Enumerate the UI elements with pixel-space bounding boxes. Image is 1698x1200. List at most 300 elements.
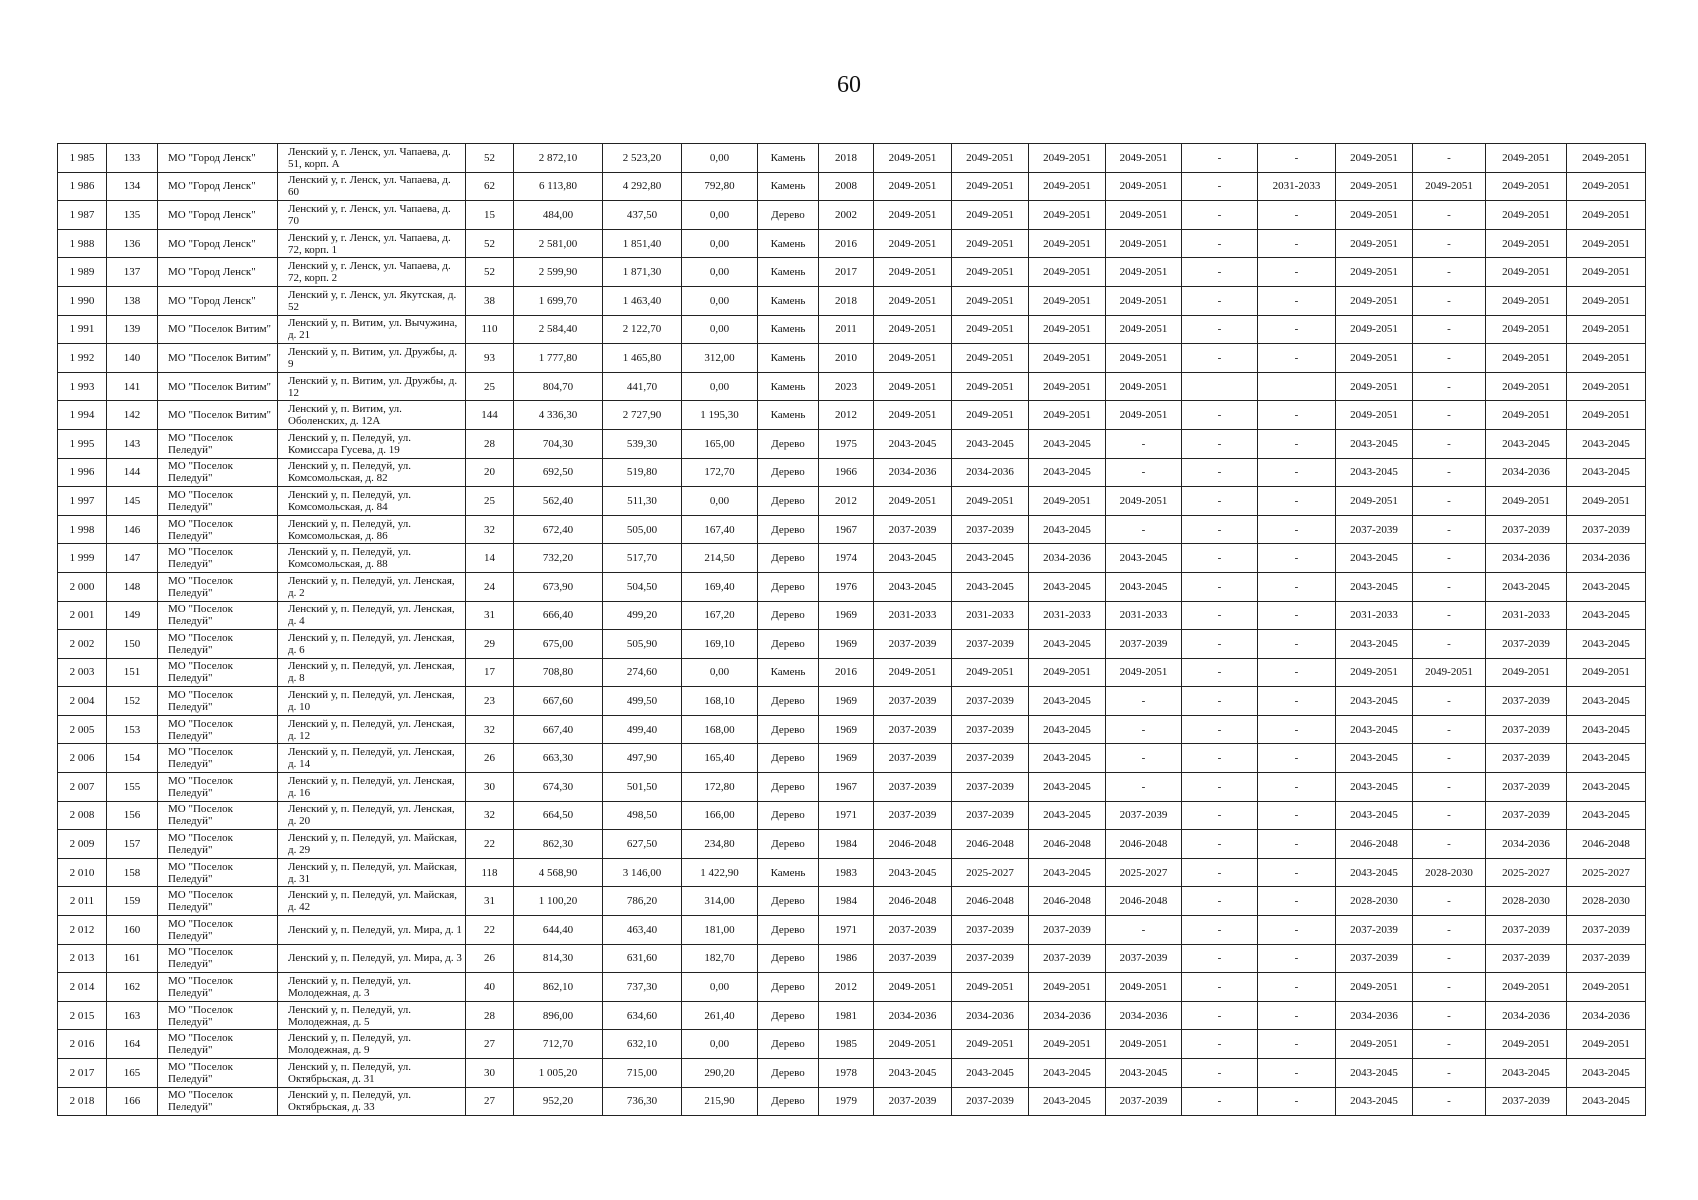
cell-item-number: 135 bbox=[107, 201, 158, 230]
cell-living-area: 504,50 bbox=[603, 572, 682, 601]
cell-period-1: 2034-2036 bbox=[874, 1001, 952, 1030]
cell-total-area: 663,30 bbox=[514, 744, 603, 773]
cell-period-5: - bbox=[1182, 744, 1258, 773]
cell-period-9: 2037-2039 bbox=[1486, 773, 1567, 802]
cell-period-8: - bbox=[1413, 1087, 1486, 1116]
cell-period-10: 2049-2051 bbox=[1567, 344, 1646, 373]
table-row bbox=[58, 344, 1646, 373]
cell-year-built: 2002 bbox=[819, 201, 874, 230]
cell-total-area: 862,30 bbox=[514, 830, 603, 859]
cell-wall-material: Камень bbox=[758, 344, 819, 373]
cell-period-9: 2037-2039 bbox=[1486, 630, 1567, 659]
cell-period-9: 2049-2051 bbox=[1486, 487, 1567, 516]
cell-living-area: 737,30 bbox=[603, 973, 682, 1002]
cell-period-9: 2037-2039 bbox=[1486, 916, 1567, 945]
cell-period-4: - bbox=[1106, 458, 1182, 487]
cell-item-number: 152 bbox=[107, 687, 158, 716]
cell-period-6: - bbox=[1258, 458, 1336, 487]
cell-period-10: 2037-2039 bbox=[1567, 916, 1646, 945]
cell-period-9: 2037-2039 bbox=[1486, 744, 1567, 773]
table-row bbox=[58, 487, 1646, 516]
cell-residents: 144 bbox=[466, 401, 514, 430]
cell-period-3: 2049-2051 bbox=[1029, 172, 1106, 201]
cell-nonresidential-area: 234,80 bbox=[682, 830, 758, 859]
cell-address: Ленский у, п. Пеледуй, ул. Ленская, д. 8 bbox=[278, 658, 466, 687]
cell-period-6: - bbox=[1258, 801, 1336, 830]
cell-year-built: 1979 bbox=[819, 1087, 874, 1116]
cell-nonresidential-area: 0,00 bbox=[682, 973, 758, 1002]
cell-period-2: 2037-2039 bbox=[952, 687, 1029, 716]
cell-period-9: 2037-2039 bbox=[1486, 715, 1567, 744]
cell-period-6: - bbox=[1258, 1059, 1336, 1088]
cell-period-9: 2037-2039 bbox=[1486, 1087, 1567, 1116]
cell-period-4: 2034-2036 bbox=[1106, 1001, 1182, 1030]
cell-period-4: 2049-2051 bbox=[1106, 372, 1182, 401]
cell-municipality: МО "Поселок Витим" bbox=[158, 344, 278, 373]
cell-wall-material: Дерево bbox=[758, 601, 819, 630]
cell-period-10: 2043-2045 bbox=[1567, 458, 1646, 487]
cell-period-10: 2049-2051 bbox=[1567, 172, 1646, 201]
cell-period-3: 2043-2045 bbox=[1029, 773, 1106, 802]
cell-period-9: 2037-2039 bbox=[1486, 801, 1567, 830]
cell-address: Ленский у, п. Витим, ул. Дружбы, д. 12 bbox=[278, 372, 466, 401]
cell-year-built: 1969 bbox=[819, 687, 874, 716]
cell-wall-material: Камень bbox=[758, 172, 819, 201]
cell-living-area: 274,60 bbox=[603, 658, 682, 687]
cell-row-number: 1 995 bbox=[58, 429, 107, 458]
cell-period-3: 2043-2045 bbox=[1029, 858, 1106, 887]
cell-period-1: 2037-2039 bbox=[874, 715, 952, 744]
cell-year-built: 1985 bbox=[819, 1030, 874, 1059]
cell-wall-material: Дерево bbox=[758, 544, 819, 573]
cell-period-7: 2031-2033 bbox=[1336, 601, 1413, 630]
cell-municipality: МО "Город Ленск" bbox=[158, 286, 278, 315]
cell-period-2: 2049-2051 bbox=[952, 144, 1029, 173]
cell-period-3: 2043-2045 bbox=[1029, 429, 1106, 458]
cell-period-2: 2049-2051 bbox=[952, 315, 1029, 344]
table-row bbox=[58, 830, 1646, 859]
cell-period-7: 2049-2051 bbox=[1336, 487, 1413, 516]
cell-period-9: 2049-2051 bbox=[1486, 372, 1567, 401]
cell-row-number: 2 009 bbox=[58, 830, 107, 859]
cell-item-number: 140 bbox=[107, 344, 158, 373]
cell-row-number: 2 016 bbox=[58, 1030, 107, 1059]
cell-living-area: 505,00 bbox=[603, 515, 682, 544]
cell-total-area: 2 599,90 bbox=[514, 258, 603, 287]
cell-period-4: - bbox=[1106, 429, 1182, 458]
cell-period-8: - bbox=[1413, 487, 1486, 516]
cell-period-1: 2049-2051 bbox=[874, 144, 952, 173]
cell-period-7: 2043-2045 bbox=[1336, 544, 1413, 573]
cell-period-4: 2037-2039 bbox=[1106, 630, 1182, 659]
cell-year-built: 2012 bbox=[819, 487, 874, 516]
cell-municipality: МО "Поселок Пеледуй" bbox=[158, 1030, 278, 1059]
table-row bbox=[58, 944, 1646, 973]
cell-period-8: - bbox=[1413, 973, 1486, 1002]
cell-period-4: 2049-2051 bbox=[1106, 144, 1182, 173]
cell-residents: 31 bbox=[466, 601, 514, 630]
cell-period-10: 2043-2045 bbox=[1567, 429, 1646, 458]
cell-period-8: - bbox=[1413, 315, 1486, 344]
cell-period-8: - bbox=[1413, 258, 1486, 287]
table-row bbox=[58, 286, 1646, 315]
cell-period-2: 2049-2051 bbox=[952, 172, 1029, 201]
cell-year-built: 1974 bbox=[819, 544, 874, 573]
cell-period-8: - bbox=[1413, 344, 1486, 373]
cell-row-number: 1 996 bbox=[58, 458, 107, 487]
cell-period-10: 2043-2045 bbox=[1567, 601, 1646, 630]
cell-row-number: 1 992 bbox=[58, 344, 107, 373]
cell-year-built: 1969 bbox=[819, 601, 874, 630]
cell-living-area: 511,30 bbox=[603, 487, 682, 516]
cell-period-9: 2031-2033 bbox=[1486, 601, 1567, 630]
cell-period-3: 2049-2051 bbox=[1029, 258, 1106, 287]
cell-nonresidential-area: 167,20 bbox=[682, 601, 758, 630]
cell-living-area: 3 146,00 bbox=[603, 858, 682, 887]
cell-year-built: 2010 bbox=[819, 344, 874, 373]
cell-period-1: 2049-2051 bbox=[874, 973, 952, 1002]
cell-wall-material: Дерево bbox=[758, 630, 819, 659]
cell-period-2: 2043-2045 bbox=[952, 544, 1029, 573]
cell-nonresidential-area: 0,00 bbox=[682, 315, 758, 344]
cell-year-built: 2008 bbox=[819, 172, 874, 201]
cell-period-3: 2046-2048 bbox=[1029, 830, 1106, 859]
cell-period-6: - bbox=[1258, 258, 1336, 287]
cell-residents: 52 bbox=[466, 229, 514, 258]
cell-total-area: 4 336,30 bbox=[514, 401, 603, 430]
cell-item-number: 165 bbox=[107, 1059, 158, 1088]
cell-total-area: 804,70 bbox=[514, 372, 603, 401]
cell-year-built: 2018 bbox=[819, 286, 874, 315]
cell-year-built: 2012 bbox=[819, 973, 874, 1002]
cell-period-3: 2043-2045 bbox=[1029, 1059, 1106, 1088]
cell-year-built: 2018 bbox=[819, 144, 874, 173]
cell-wall-material: Дерево bbox=[758, 1087, 819, 1116]
cell-year-built: 1966 bbox=[819, 458, 874, 487]
cell-address: Ленский у, п. Пеледуй, ул. Ленская, д. 10 bbox=[278, 687, 466, 716]
cell-address: Ленский у, п. Витим, ул. Дружбы, д. 9 bbox=[278, 344, 466, 373]
cell-period-3: 2043-2045 bbox=[1029, 687, 1106, 716]
cell-total-area: 1 777,80 bbox=[514, 344, 603, 373]
cell-row-number: 2 000 bbox=[58, 572, 107, 601]
cell-residents: 110 bbox=[466, 315, 514, 344]
cell-period-9: 2025-2027 bbox=[1486, 858, 1567, 887]
cell-row-number: 1 989 bbox=[58, 258, 107, 287]
cell-period-9: 2043-2045 bbox=[1486, 572, 1567, 601]
cell-period-7: 2043-2045 bbox=[1336, 630, 1413, 659]
cell-period-8: - bbox=[1413, 601, 1486, 630]
table-row bbox=[58, 801, 1646, 830]
cell-wall-material: Дерево bbox=[758, 773, 819, 802]
cell-nonresidential-area: 290,20 bbox=[682, 1059, 758, 1088]
cell-municipality: МО "Город Ленск" bbox=[158, 172, 278, 201]
cell-municipality: МО "Поселок Пеледуй" bbox=[158, 601, 278, 630]
cell-wall-material: Дерево bbox=[758, 830, 819, 859]
cell-address: Ленский у, п. Пеледуй, ул. Октябрьская, д. 33 bbox=[278, 1087, 466, 1116]
cell-period-5: - bbox=[1182, 687, 1258, 716]
cell-period-8: - bbox=[1413, 630, 1486, 659]
cell-address: Ленский у, п. Пеледуй, ул. Ленская, д. 12 bbox=[278, 715, 466, 744]
cell-year-built: 2017 bbox=[819, 258, 874, 287]
cell-municipality: МО "Поселок Пеледуй" bbox=[158, 544, 278, 573]
cell-period-10: 2043-2045 bbox=[1567, 801, 1646, 830]
cell-wall-material: Дерево bbox=[758, 744, 819, 773]
cell-year-built: 1967 bbox=[819, 515, 874, 544]
cell-wall-material: Камень bbox=[758, 858, 819, 887]
cell-living-area: 519,80 bbox=[603, 458, 682, 487]
cell-period-2: 2049-2051 bbox=[952, 372, 1029, 401]
cell-period-3: 2049-2051 bbox=[1029, 1030, 1106, 1059]
cell-period-10: 2049-2051 bbox=[1567, 1030, 1646, 1059]
cell-period-3: 2049-2051 bbox=[1029, 201, 1106, 230]
cell-living-area: 1 465,80 bbox=[603, 344, 682, 373]
cell-period-3: 2043-2045 bbox=[1029, 630, 1106, 659]
cell-period-9: 2049-2051 bbox=[1486, 315, 1567, 344]
cell-period-7: 2049-2051 bbox=[1336, 172, 1413, 201]
cell-total-area: 644,40 bbox=[514, 916, 603, 945]
cell-nonresidential-area: 0,00 bbox=[682, 258, 758, 287]
cell-period-4: 2043-2045 bbox=[1106, 572, 1182, 601]
cell-period-9: 2034-2036 bbox=[1486, 1001, 1567, 1030]
cell-period-4: 2049-2051 bbox=[1106, 315, 1182, 344]
cell-wall-material: Камень bbox=[758, 258, 819, 287]
cell-period-1: 2049-2051 bbox=[874, 344, 952, 373]
cell-period-5: - bbox=[1182, 144, 1258, 173]
cell-nonresidential-area: 168,00 bbox=[682, 715, 758, 744]
cell-period-5: - bbox=[1182, 487, 1258, 516]
cell-period-5: - bbox=[1182, 858, 1258, 887]
cell-period-6: - bbox=[1258, 229, 1336, 258]
table-row bbox=[58, 429, 1646, 458]
cell-living-area: 627,50 bbox=[603, 830, 682, 859]
cell-residents: 15 bbox=[466, 201, 514, 230]
cell-wall-material: Дерево bbox=[758, 687, 819, 716]
cell-period-7: 2043-2045 bbox=[1336, 1087, 1413, 1116]
cell-period-9: 2049-2051 bbox=[1486, 973, 1567, 1002]
cell-period-10: 2043-2045 bbox=[1567, 715, 1646, 744]
cell-item-number: 145 bbox=[107, 487, 158, 516]
cell-nonresidential-area: 169,10 bbox=[682, 630, 758, 659]
cell-address: Ленский у, г. Ленск, ул. Чапаева, д. 70 bbox=[278, 201, 466, 230]
cell-period-5: - bbox=[1182, 1030, 1258, 1059]
cell-period-7: 2043-2045 bbox=[1336, 744, 1413, 773]
cell-item-number: 148 bbox=[107, 572, 158, 601]
cell-period-2: 2049-2051 bbox=[952, 258, 1029, 287]
cell-residents: 52 bbox=[466, 258, 514, 287]
cell-period-10: 2025-2027 bbox=[1567, 858, 1646, 887]
cell-wall-material: Камень bbox=[758, 372, 819, 401]
cell-period-2: 2043-2045 bbox=[952, 429, 1029, 458]
cell-nonresidential-area: 0,00 bbox=[682, 144, 758, 173]
cell-address: Ленский у, п. Пеледуй, ул. Молодежная, д. 3 bbox=[278, 973, 466, 1002]
cell-municipality: МО "Город Ленск" bbox=[158, 144, 278, 173]
cell-residents: 30 bbox=[466, 773, 514, 802]
cell-period-6: - bbox=[1258, 773, 1336, 802]
cell-wall-material: Дерево bbox=[758, 515, 819, 544]
cell-municipality: МО "Поселок Пеледуй" bbox=[158, 773, 278, 802]
cell-period-10: 2034-2036 bbox=[1567, 1001, 1646, 1030]
cell-municipality: МО "Поселок Пеледуй" bbox=[158, 715, 278, 744]
table-row bbox=[58, 315, 1646, 344]
cell-period-5: - bbox=[1182, 973, 1258, 1002]
cell-period-10: 2049-2051 bbox=[1567, 229, 1646, 258]
cell-period-1: 2037-2039 bbox=[874, 1087, 952, 1116]
cell-year-built: 1978 bbox=[819, 1059, 874, 1088]
cell-living-area: 517,70 bbox=[603, 544, 682, 573]
table-row bbox=[58, 172, 1646, 201]
cell-item-number: 144 bbox=[107, 458, 158, 487]
cell-period-7: 2043-2045 bbox=[1336, 773, 1413, 802]
cell-period-7: 2049-2051 bbox=[1336, 973, 1413, 1002]
cell-row-number: 2 015 bbox=[58, 1001, 107, 1030]
cell-row-number: 1 999 bbox=[58, 544, 107, 573]
cell-row-number: 1 991 bbox=[58, 315, 107, 344]
cell-period-1: 2037-2039 bbox=[874, 916, 952, 945]
cell-period-4: 2043-2045 bbox=[1106, 1059, 1182, 1088]
cell-period-2: 2049-2051 bbox=[952, 286, 1029, 315]
cell-period-8: - bbox=[1413, 773, 1486, 802]
cell-period-3: 2049-2051 bbox=[1029, 286, 1106, 315]
table-row bbox=[58, 687, 1646, 716]
table-row bbox=[58, 229, 1646, 258]
cell-period-8: - bbox=[1413, 801, 1486, 830]
cell-row-number: 2 006 bbox=[58, 744, 107, 773]
cell-residents: 93 bbox=[466, 344, 514, 373]
cell-nonresidential-area: 1 195,30 bbox=[682, 401, 758, 430]
cell-nonresidential-area: 165,00 bbox=[682, 429, 758, 458]
cell-period-10: 2043-2045 bbox=[1567, 687, 1646, 716]
cell-period-4: 2031-2033 bbox=[1106, 601, 1182, 630]
cell-residents: 17 bbox=[466, 658, 514, 687]
cell-municipality: МО "Поселок Пеледуй" bbox=[158, 858, 278, 887]
cell-period-7: 2049-2051 bbox=[1336, 286, 1413, 315]
cell-period-9: 2034-2036 bbox=[1486, 544, 1567, 573]
cell-period-6: - bbox=[1258, 687, 1336, 716]
cell-nonresidential-area: 182,70 bbox=[682, 944, 758, 973]
cell-living-area: 463,40 bbox=[603, 916, 682, 945]
cell-period-3: 2034-2036 bbox=[1029, 1001, 1106, 1030]
cell-period-8: - bbox=[1413, 229, 1486, 258]
cell-period-8: - bbox=[1413, 1059, 1486, 1088]
cell-period-10: 2037-2039 bbox=[1567, 515, 1646, 544]
cell-total-area: 1 699,70 bbox=[514, 286, 603, 315]
cell-period-4: 2049-2051 bbox=[1106, 658, 1182, 687]
cell-period-6: - bbox=[1258, 830, 1336, 859]
cell-period-8: - bbox=[1413, 744, 1486, 773]
cell-address: Ленский у, п. Пеледуй, ул. Майская, д. 29 bbox=[278, 830, 466, 859]
cell-residents: 27 bbox=[466, 1030, 514, 1059]
cell-item-number: 154 bbox=[107, 744, 158, 773]
table-row bbox=[58, 458, 1646, 487]
cell-period-3: 2043-2045 bbox=[1029, 515, 1106, 544]
cell-year-built: 2016 bbox=[819, 658, 874, 687]
cell-period-10: 2043-2045 bbox=[1567, 773, 1646, 802]
cell-year-built: 2023 bbox=[819, 372, 874, 401]
cell-period-6: - bbox=[1258, 344, 1336, 373]
cell-period-5: - bbox=[1182, 544, 1258, 573]
cell-period-6: - bbox=[1258, 858, 1336, 887]
cell-wall-material: Дерево bbox=[758, 715, 819, 744]
cell-nonresidential-area: 0,00 bbox=[682, 286, 758, 315]
cell-item-number: 143 bbox=[107, 429, 158, 458]
cell-year-built: 1969 bbox=[819, 715, 874, 744]
cell-year-built: 1975 bbox=[819, 429, 874, 458]
cell-period-7: 2049-2051 bbox=[1336, 201, 1413, 230]
cell-item-number: 157 bbox=[107, 830, 158, 859]
cell-period-5: - bbox=[1182, 601, 1258, 630]
cell-row-number: 2 010 bbox=[58, 858, 107, 887]
cell-period-2: 2049-2051 bbox=[952, 973, 1029, 1002]
cell-year-built: 1981 bbox=[819, 1001, 874, 1030]
cell-period-1: 2043-2045 bbox=[874, 544, 952, 573]
cell-period-8: - bbox=[1413, 1001, 1486, 1030]
cell-period-5: - bbox=[1182, 458, 1258, 487]
cell-item-number: 141 bbox=[107, 372, 158, 401]
cell-row-number: 2 007 bbox=[58, 773, 107, 802]
cell-period-3: 2043-2045 bbox=[1029, 801, 1106, 830]
cell-period-6: - bbox=[1258, 315, 1336, 344]
cell-period-9: 2049-2051 bbox=[1486, 344, 1567, 373]
cell-period-10: 2043-2045 bbox=[1567, 744, 1646, 773]
cell-period-8: - bbox=[1413, 887, 1486, 916]
table-row bbox=[58, 544, 1646, 573]
cell-residents: 26 bbox=[466, 944, 514, 973]
cell-period-5: - bbox=[1182, 286, 1258, 315]
cell-year-built: 1986 bbox=[819, 944, 874, 973]
cell-period-1: 2046-2048 bbox=[874, 830, 952, 859]
cell-wall-material: Дерево bbox=[758, 916, 819, 945]
cell-residents: 22 bbox=[466, 916, 514, 945]
cell-period-9: 2037-2039 bbox=[1486, 515, 1567, 544]
cell-total-area: 732,20 bbox=[514, 544, 603, 573]
cell-period-6: - bbox=[1258, 944, 1336, 973]
cell-wall-material: Камень bbox=[758, 401, 819, 430]
cell-period-5: - bbox=[1182, 229, 1258, 258]
cell-period-6: - bbox=[1258, 973, 1336, 1002]
cell-nonresidential-area: 261,40 bbox=[682, 1001, 758, 1030]
cell-nonresidential-area: 1 422,90 bbox=[682, 858, 758, 887]
cell-residents: 32 bbox=[466, 515, 514, 544]
cell-residents: 32 bbox=[466, 715, 514, 744]
cell-municipality: МО "Поселок Пеледуй" bbox=[158, 944, 278, 973]
cell-period-2: 2043-2045 bbox=[952, 1059, 1029, 1088]
cell-period-5: - bbox=[1182, 658, 1258, 687]
cell-period-7: 2043-2045 bbox=[1336, 429, 1413, 458]
cell-period-7: 2037-2039 bbox=[1336, 916, 1413, 945]
cell-period-7: 2049-2051 bbox=[1336, 258, 1413, 287]
cell-row-number: 2 013 bbox=[58, 944, 107, 973]
cell-period-6: - bbox=[1258, 487, 1336, 516]
table-body bbox=[58, 144, 1646, 1116]
cell-living-area: 1 463,40 bbox=[603, 286, 682, 315]
cell-nonresidential-area: 181,00 bbox=[682, 916, 758, 945]
cell-period-3: 2037-2039 bbox=[1029, 916, 1106, 945]
cell-nonresidential-area: 169,40 bbox=[682, 572, 758, 601]
cell-total-area: 667,60 bbox=[514, 687, 603, 716]
cell-period-3: 2037-2039 bbox=[1029, 944, 1106, 973]
cell-address: Ленский у, п. Пеледуй, ул. Комсомольская, д. 88 bbox=[278, 544, 466, 573]
cell-period-4: - bbox=[1106, 515, 1182, 544]
cell-item-number: 151 bbox=[107, 658, 158, 687]
cell-row-number: 1 988 bbox=[58, 229, 107, 258]
cell-address: Ленский у, п. Пеледуй, ул. Октябрьская, д. 31 bbox=[278, 1059, 466, 1088]
cell-period-1: 2049-2051 bbox=[874, 315, 952, 344]
cell-period-1: 2031-2033 bbox=[874, 601, 952, 630]
cell-item-number: 164 bbox=[107, 1030, 158, 1059]
cell-period-3: 2049-2051 bbox=[1029, 487, 1106, 516]
cell-period-8: - bbox=[1413, 687, 1486, 716]
cell-period-7: 2043-2045 bbox=[1336, 1059, 1413, 1088]
